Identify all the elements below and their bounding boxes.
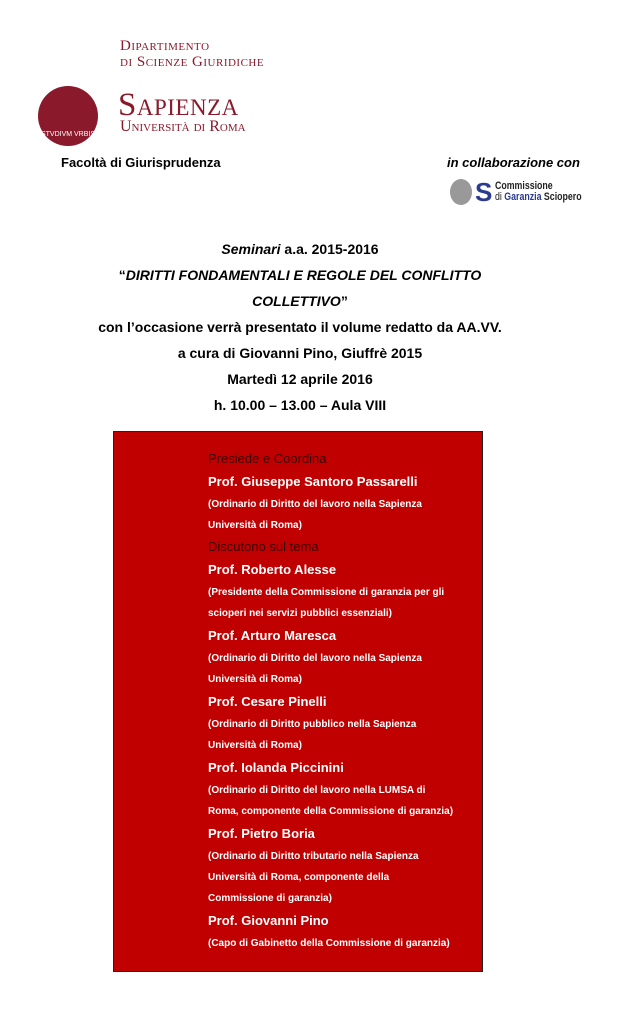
speaker-desc: (Ordinario di Diritto del lavoro nella Sapienza bbox=[208, 653, 422, 664]
sapienza-seal-logo: STVDIVM VRBIS bbox=[38, 86, 98, 146]
speaker-desc: Università di Roma) bbox=[208, 674, 302, 685]
speaker-desc: (Capo di Gabinetto della Commissione di garanzia) bbox=[208, 938, 450, 949]
speaker-desc: (Presidente della Commissione di garanzia per gli bbox=[208, 587, 445, 598]
speaker-name: Prof. Arturo Maresca bbox=[208, 628, 337, 643]
speaker-desc: (Ordinario di Diritto del lavoro nella LUMSA di bbox=[208, 785, 426, 796]
speaker-name: Prof. Iolanda Piccinini bbox=[208, 760, 344, 775]
university-subtitle: Università di Roma bbox=[120, 118, 246, 135]
partner-logo: S Commissione di Garanzia Sciopero bbox=[450, 179, 604, 205]
department-name: Dipartimento di Scienze Giuridiche bbox=[120, 38, 265, 70]
event-header: Seminari a.a. 2015-2016 “DIRITTI FONDAMENTALI E REGOLE DEL CONFLITTO COLLETTIVO” con l’occasione verrà presentato il volume redatto da AA.VV. a cura di Giovanni Pino, Giuffrè 2015 Martedì 12 aprile 2016 h. 10.00 – 13.00 – Aula VIII bbox=[98, 241, 502, 413]
speaker-desc: Università di Roma) bbox=[208, 740, 302, 751]
speaker-name: Prof. Giuseppe Santoro Passarelli bbox=[208, 474, 418, 489]
speaker-desc: Commissione di garanzia) bbox=[208, 893, 332, 904]
speaker-desc: scioperi nei servizi pubblici essenziali) bbox=[208, 608, 392, 619]
republic-emblem-icon bbox=[450, 179, 472, 205]
collaboration-label: in collaborazione con bbox=[447, 155, 580, 170]
chair-label: Presiede e Coordina bbox=[208, 451, 327, 466]
program-box bbox=[113, 431, 483, 972]
speaker-name: Prof. Pietro Boria bbox=[208, 826, 315, 841]
speaker-desc: Università di Roma) bbox=[208, 520, 302, 531]
faculty: Facoltà di Giurisprudenza bbox=[61, 155, 221, 170]
discuss-label: Discutono sul tema bbox=[208, 539, 319, 554]
speaker-desc: Università di Roma, componente della bbox=[208, 872, 390, 883]
speaker-desc: (Ordinario di Diritto pubblico nella Sapienza bbox=[208, 719, 417, 730]
speaker-name: Prof. Cesare Pinelli bbox=[208, 694, 327, 709]
speaker-name: Prof. Giovanni Pino bbox=[208, 913, 329, 928]
speaker-desc: (Ordinario di Diritto tributario nella Sapienza bbox=[208, 851, 419, 862]
speaker-desc: (Ordinario di Diritto del lavoro nella Sapienza bbox=[208, 499, 422, 510]
cgs-s-icon: S bbox=[475, 177, 493, 207]
speaker-desc: Roma, componente della Commissione di garanzia) bbox=[208, 806, 454, 817]
speaker-name: Prof. Roberto Alesse bbox=[208, 562, 337, 577]
university-name: Sapienza bbox=[118, 87, 239, 123]
